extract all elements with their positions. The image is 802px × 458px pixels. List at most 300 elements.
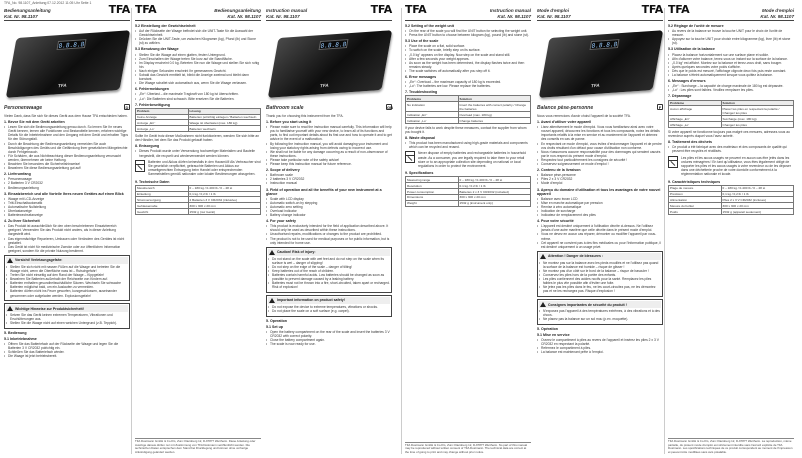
bullet-item: • Placez la balance horizontalement sur une surface plane et solide. (668, 53, 794, 57)
section-heading: 4. Pour votre sécurité (537, 219, 574, 224)
section-heading: 2. Scope of delivery (266, 168, 300, 173)
bullet-item: • Bewahren Sie diese Bedienungsanleitung gut auf! (4, 166, 130, 170)
bullet-item: • Tritt-Einschaltautomatik (4, 201, 130, 205)
spec-cell: Mesure du boîtier (669, 203, 722, 209)
page-divider (401, 8, 402, 454)
bullet-item: • Indicateur de remplacement des piles (537, 213, 663, 217)
spec-cell: 0,1 kg / 0,2 lb / 1 lb (188, 191, 261, 197)
column-header (537, 3, 663, 21)
battery-disposal-notice (405, 151, 531, 169)
bullet-item: • Instruction manual (266, 181, 392, 185)
spec-row (669, 209, 794, 215)
publisher-footer: TFA Dostmann GmbH & Co.KG, Zum Ottersberg 12, D-97877 Wertheim. La reproduction, même partielle, du présent mode d'emploi est strictement interdite sans l'accord explicite de TFA Dostmann. Les spécifications techniques de ce produit correspondent au moment de l'impression et peuvent être modifiées sans avis préalable. (668, 439, 793, 454)
table-header-cell: Lösung (188, 108, 261, 114)
bullet-list (405, 141, 531, 149)
bullet-item: • Place the scale on a flat, solid surface. (405, 44, 531, 48)
crossed-bin-icon (405, 151, 415, 163)
product-figure (537, 24, 663, 110)
spec-cell: 0.1 kg / 0.2 lb / 1 lb (458, 183, 531, 189)
bullet-item: • Refermez le compartiment à piles. (537, 346, 663, 350)
scale-display: 8.8.8.8 (318, 39, 348, 50)
column-header (266, 3, 392, 21)
manual-title: Mode d'emploi (762, 8, 794, 13)
bullet-item: • Bathroom scale (266, 173, 392, 177)
bullet-item: • „Lo“: The batteries are low. Please replace the batteries. (405, 84, 531, 88)
manual-title: Mode d'emploi (537, 8, 569, 13)
spec-cell: Alimentation (669, 197, 722, 203)
bullet-item: • Automatic zero setting (266, 205, 392, 209)
manual-title: Instruction manual (266, 8, 308, 13)
important-list (539, 309, 661, 321)
important-box (537, 299, 663, 325)
section-heading: 5. Opération (537, 326, 558, 331)
catalog-number: Kat. Nr. 98.1107 (266, 13, 300, 19)
battery-disposal-text: Batterien und Akkus dürfen keinesfalls in den Hausmüll! Als Verbraucher sind Sie gesetzlich verpflichtet, gebrauchte Batterien und Akkus zur umweltgerechten Entsorgung beim Handel oder entsprechenden Sammelstellen gemäß nationaler oder lokaler Bestimmungen abzugeben. (148, 159, 261, 176)
caution-list (268, 257, 390, 290)
tfa-logo: TFA (370, 3, 392, 16)
bullet-item: • Après quelques secondes votre poids s'affiche. (668, 65, 794, 69)
spec-cell: 1532 g (nur Gerät) (188, 209, 261, 215)
section-heading: 5.2 Setting of the weight unit (405, 24, 454, 28)
bullet-item: • „Err“ : Surcharge – la capacité de charge maximale de 180 kg est dépassée. (668, 84, 794, 88)
intro-text: Nous vous remercions d'avoir choisi l'appareil de la société TFA. (537, 114, 631, 118)
important-title: Important information on product safety! (277, 298, 345, 303)
table-cell: Waage ist überlastet (max. 180 kg) (188, 120, 261, 126)
bullet-item: • Dieses Produkt wurde unter Verwendung hochwertiger Materialien und Bauteile hergestellt, die recycelt und wiederverwendet werden können. (135, 149, 261, 157)
column-header (135, 3, 261, 21)
bullet-item: • Personenwaage (4, 177, 130, 181)
bullet-item: • Dès que le poids est mesuré, l'affichage clignote deux fois puis reste constant. (668, 69, 794, 73)
section-heading: 4. Zu Ihrer Sicherheit (4, 219, 40, 224)
bullet-item: • Das Gerät ist nicht für medizinische Zwecke oder zur öffentlichen Information geeignet, sondern für die private Nutzung bestimmt. (4, 245, 130, 253)
table-row (669, 122, 794, 128)
bullet-item: • To switch on the scale, briefly step on its surface. (405, 48, 531, 52)
bullet-list (537, 125, 663, 166)
bullet-item: • „Err“: Überlast – die maximale Tragkraft von 180 kg ist überschritten. (135, 92, 261, 96)
caution-item: • Les piles contiennent des acides nocifs pour la santé. Remplacez les piles faibles le plus vite possible afin d'éviter une fuite. (539, 277, 661, 285)
section-heading: 1. Avant d'utiliser votre appareil (537, 120, 592, 125)
bullet-item: • Mode d'emploi (537, 181, 663, 185)
section-heading: 5.2 Réglage de l'unité de mesure (668, 24, 724, 28)
intro-text: Thank you for choosing this instrument from the TFA. (266, 114, 344, 118)
table-cell: Overload (max. 180 kg) (458, 112, 531, 118)
section-heading: 8. Traitement des déchets (668, 140, 712, 145)
table-cell: Aucun affichage (669, 106, 722, 116)
spec-cell: 0 – 180 kg / 0-400 lb / 0 – 28 st (458, 177, 531, 183)
bullet-item: • „0.0 kg“ appears on the display. Now step on the scale and stand still. (405, 53, 531, 57)
warning-icon (7, 258, 13, 263)
caution-box (266, 247, 392, 293)
bullet-item: • Öffnen Sie das Batteriefach auf der Rückseite der Waage und legen Sie die Batterien 3 V CR2032 polrichtig ein. (4, 342, 130, 350)
bullet-item: • Please take particular note of the safety advice! (266, 158, 392, 162)
bullet-item: • We shall not be liable for any damage occurring as a result of non-observance of these instructions. (266, 150, 392, 158)
section-heading: 3. Aperçu du domaine d'utilisation et tous les avantages de votre nouvel appareil (537, 187, 661, 196)
caution-item: • Batteries contain harmful acids. Low batteries should be changed as soon as possible to prevent damage caused by a leaking battery. (268, 273, 390, 281)
bathroom-scale-image (268, 30, 392, 98)
bullet-item: • Drücken Sie die UNIT-Taste, um zwischen Kilogramm (kg), Pfund (lb) und Stone (st) zu wählen. (135, 37, 261, 45)
section-heading: 4. For your safety (266, 219, 296, 224)
product-title: Balance pèse-personne (537, 104, 594, 111)
bullet-item: • „Lo“: Die Batterien sind schwach. Bitte ersetzen Sie die Batterien. (135, 97, 261, 101)
warning-icon (540, 254, 546, 259)
spec-cell: 0 – 180 kg / 0-400 lb / 0 – 28 st (721, 185, 794, 191)
table-row (406, 102, 531, 112)
bullet-item: • Battery change indicator (266, 213, 392, 217)
section-heading: 9. Caractéristiques techniques (668, 179, 721, 184)
important-item: • Ne placez pas la balance sur un sol mou (p.ex. moquette). (539, 317, 661, 321)
print-file-tag: TFA_No. 98.1107_Anleitung 07.12.2012 11:05 Uhr Seite 1 (4, 1, 92, 5)
language-badge: GB (387, 105, 393, 110)
warning-icon (7, 306, 13, 311)
spec-cell: Gewicht (136, 209, 189, 215)
bullet-item: • Zum Einschalten der Waage treten Sie kurz auf die Standfläche. (135, 57, 261, 61)
bullet-item: • Batteriewechselanzeige (4, 213, 130, 217)
bullet-item: • Stellen Sie die Waage auf einen glatten, festen Untergrund. (135, 53, 261, 57)
bullet-list (4, 177, 130, 189)
specifications-table (668, 185, 794, 215)
manual-title: Bedienungsanleitung (4, 8, 51, 13)
bullet-item: • „Lo“ : Les piles sont faibles. Veuillez remplacer les piles. (668, 88, 794, 92)
bullet-item: • Überlastanzeige (4, 209, 130, 213)
caution-item: • Conservez les piles hors de la portée des enfants. (539, 273, 661, 277)
caution-item: • Batteries must not be thrown into a fire, short-circuited, taken apart or recharged. Risk of explosion! (268, 281, 390, 289)
bullet-item: • Nach einigen Sekunden erscheint Ihr gemessenes Gewicht. (135, 69, 261, 73)
manual-column (537, 3, 663, 454)
language-badge: D (125, 105, 129, 110)
scale-display: 8.8.8.8 (56, 39, 86, 50)
column-header (668, 3, 794, 21)
important-item: • Setzen Sie das Gerät keinen extremen Temperaturen, Vibrationen und Erschütterungen aus. (6, 313, 128, 321)
bullet-item: • Close the battery compartment again. (266, 338, 392, 342)
column-divider (131, 8, 132, 454)
spec-cell: Weight (406, 200, 459, 206)
caution-list (539, 261, 661, 294)
tfa-logo: TFA (135, 3, 157, 16)
bullet-list (405, 44, 531, 73)
warning-icon (540, 302, 546, 307)
table-cell: Anzeige „Lo“ (136, 126, 189, 132)
bullet-item: • The scale switches off automatically after you step off it. (405, 69, 531, 73)
bullet-item: • „Err“: Overload – the maximum capacity of 180 kg is exceeded. (405, 80, 531, 84)
bullet-list (4, 224, 130, 253)
manual-title: Bedienungsanleitung (214, 8, 261, 13)
bullet-item: • Afin d'allumer votre balance, tenez-vous un instant sur la surface de la balance. (668, 57, 794, 61)
bullet-list (4, 125, 130, 170)
caution-header (268, 249, 390, 256)
bullet-list (266, 125, 392, 166)
bullet-item: • Waage mit LCD-Anzeige (4, 197, 130, 201)
section-heading: 7. Troubleshooting (405, 90, 438, 95)
specifications-table (405, 176, 531, 206)
tfa-logo: TFA (405, 3, 427, 16)
table-row (669, 106, 794, 116)
bullet-list (405, 80, 531, 88)
bullet-item: • 2 Batterien 3 V CR2032 (4, 181, 130, 185)
battery-disposal-text: Never dispose of empty batteries and rechargeable batteries in household waste. As a consumer, you are legally required to take them to your retail store or to an appropriate collection site depending on national or local regulations in order to protect the environment. (418, 151, 526, 168)
manual-column (266, 3, 393, 454)
section-heading: 2. Contenu de la livraison (537, 168, 581, 173)
bullet-list (668, 145, 794, 153)
bullet-item: • Ouvrez le compartiment à piles au revers de l'appareil et insérez les piles 2 x 3 V CR2032 en respectant la polarité. (537, 338, 663, 346)
section-heading: 7. Fehlerbeseitigung (135, 102, 170, 107)
section-heading: 5.1 Inbetriebnahme (4, 337, 37, 342)
spec-cell: Dimensions (406, 195, 459, 201)
bullet-list (537, 338, 663, 354)
tfa-logo: TFA (668, 3, 690, 16)
caution-item: • Do not step on the edge of the scale – danger of tilting! (268, 265, 390, 269)
caution-list (6, 265, 128, 298)
column-divider (664, 8, 665, 454)
section-heading: 5.3 Benutzung der Waage (135, 47, 179, 52)
bullet-item: • Cet appareil ne convient pas à des fins médicales ou pour l'information publique, il est destiné uniquement à un usage privé. (537, 241, 663, 249)
warning-icon (269, 298, 275, 303)
product-figure (4, 24, 130, 110)
important-title: Wichtige Hinweise zur Produktsicherheit! (15, 306, 84, 311)
section-heading: 5.2 Einstellung der Gewichtseinheit (135, 24, 196, 28)
product-figure (266, 24, 392, 110)
bullet-item: • Für Schäden, die aus Nichtbeachtung dieser Bedienungsanleitung verursacht werden, übernehmen wir keine Haftung. (4, 154, 130, 162)
section-heading: 8. Entsorgung (135, 144, 160, 149)
catalog-number: Kat. Nr. 98.1107 (760, 13, 794, 19)
caution-item: • Ne montez pas sur la balance avec les pieds mouillés et ne l'utilisez pas quand la surface de la balance est humide – risque de glisser ! (539, 261, 661, 269)
manual-column (135, 3, 261, 454)
bullet-list (4, 197, 130, 217)
section-heading: 6. Fehlermeldungen (135, 87, 169, 92)
important-list (268, 305, 390, 313)
battery-disposal-notice (668, 156, 794, 178)
bullet-list (135, 29, 261, 45)
important-title: Consignes importantes de sécurité du produit ! (548, 302, 627, 307)
product-title: Bathroom scale (266, 104, 304, 111)
bullet-item: • As soon as the weight has been determined, the display flashes twice and then remains steady. (405, 61, 531, 69)
catalog-number: Kat. Nr. 98.1107 (4, 13, 38, 19)
caution-item: • Stellen Sie sich nicht mit nassen Füßen auf die Waage und betreten Sie die Waage nicht, wenn die Oberfläche nass ist – Rutschgefahr! (6, 265, 128, 273)
bullet-list (266, 330, 392, 346)
bullet-item: • En respectant ce mode d'emploi, vous évitez d'endommager l'appareil et de perdre vos droits résultant d'un défaut pour cause d'utilisation non conforme. (537, 142, 663, 150)
section-heading: 2. Lieferumfang (4, 172, 31, 177)
bullet-item: • This product is exclusively intended for the field of application described above. It should only be used as described within these instructions. (266, 224, 392, 232)
troubleshooting-table (668, 100, 794, 129)
section-heading: 6. Messages d'erreurs (668, 79, 706, 84)
caution-title: Caution! Risk of injury: (277, 250, 316, 255)
table-header-cell: Problème (669, 100, 722, 106)
bullet-item: • Unauthorised repairs, modifications or changes to the product are prohibited. (266, 232, 392, 236)
table-note: If your device fails to work despite these measures, contact the supplier from whom you bought it. (405, 126, 527, 135)
bullet-item: • The product is not to be used for medical purposes or for public information, but is only intended for home use. (266, 237, 392, 245)
table-note: Si votre appareil ne fonctionne toujours pas malgré ces mesures, adressez-vous au revendeur auprès duquel vous l'avez acheté. (668, 130, 790, 139)
important-item: • N'exposez pas l'appareil à des températures extrêmes, à des vibrations et à des chocs. (539, 309, 661, 317)
bullet-item: • Overload indicator (266, 209, 392, 213)
troubleshooting-table (135, 108, 261, 133)
bullet-list (266, 224, 392, 244)
section-heading: 1. Bevor Sie mit dem Gerät arbeiten (4, 120, 65, 125)
bullet-item: • The scale is now ready for use. (266, 342, 392, 346)
catalog-number: Kat. Nr. 98.1107 (537, 13, 571, 19)
table-header-cell: Problem (136, 108, 189, 114)
bullet-item: • Nous n'assumons aucune responsabilité pour des dommages qui seraient causés par le non-respect du présent mode d'emploi. (537, 150, 663, 158)
bullet-list (4, 342, 130, 358)
section-heading: 5. Bedienung (4, 330, 27, 335)
bathroom-scale-image (6, 30, 130, 98)
table-cell: Insert the batteries with correct polarity / Change the batteries (458, 102, 531, 112)
important-item: • Do not place the scale on a soft surface (e.g. carpet). (268, 309, 390, 313)
table-note: Sollte Ihr Gerät trotz dieser Maßnahmen nicht funktionieren, wenden Sie sich bitte an den Händler, bei dem Sie das Produkt gekauft haben. (135, 134, 260, 143)
bullet-item: • Au revers de la balance se trouve la touche UNIT pour le choix de l'unité de mesure. (668, 29, 794, 37)
table-cell: Changez les piles (721, 122, 794, 128)
spec-cell: 300 x 300 x 20 mm (721, 203, 794, 209)
bullet-item: • After a few seconds your weight appears. (405, 57, 531, 61)
column-header (405, 3, 531, 21)
bullet-list (266, 197, 392, 217)
specifications-table (135, 185, 261, 215)
caution-box (537, 251, 663, 297)
bullet-item: • Scale with LCD display (266, 197, 392, 201)
bullet-item: • Please make sure to read the instruction manual carefully. This information will help you to familiarise yourself with your new device, to learn all of its functions and parts, to find out important details about its first use and how to operate it and to get advice in the event of a malfunction. (266, 125, 392, 141)
bullet-item: • Balance avec écran LCD (537, 197, 663, 201)
bullet-item: • Respectez tout particulièrement les consignes de sécurité ! (537, 158, 663, 162)
table-cell: Batterien polrichtig einlegen / Batterien wechseln (188, 114, 261, 120)
bullet-item: • Balance pèse-personne (537, 173, 663, 177)
catalog-number: Kat. Nr. 98.1107 (497, 13, 531, 19)
bullet-item: • Mise en marche automatique par pression (537, 201, 663, 205)
section-heading: 5.3 Use of the scale (405, 39, 439, 44)
battery-disposal-notice (135, 160, 261, 178)
bullet-item: • La balance s'éteint automatiquement lorsque vous quittez la balance. (668, 73, 794, 77)
bullet-item: • Automatische Nullstellung (4, 205, 130, 209)
warning-icon (269, 250, 275, 255)
table-row (406, 118, 531, 124)
section-heading: 8. Waste disposal (405, 136, 436, 141)
bullet-list (537, 173, 663, 185)
language-badge: F (658, 105, 662, 110)
manual-column (668, 3, 794, 454)
bullet-list (135, 53, 261, 86)
bullet-item: • Bedienungsanleitung (4, 186, 130, 190)
table-cell: Surcharge (max. 180 kg) (721, 116, 794, 122)
table-cell: Affichage „Lo“ (669, 122, 722, 128)
caution-item: • Batterien enthalten gesundheitsschädliche Säuren. Wechseln Sie schwache Batterien möglichst bald, um ein Auslaufen zu vermeiden. (6, 281, 128, 289)
bullet-item: • Auf der Rückseite der Waage befindet sich die UNIT-Taste für die Auswahl der Gewichtseinheit. (135, 29, 261, 37)
section-heading: 5.1 Set up (266, 324, 283, 329)
bullet-item: • Lisez attentivement le mode d'emploi. Vous vous familiarisez ainsi avec votre nouvel appareil, découvrez les fonctions et tous les composants, notez les détails importants relatifs à la mise en service et au maniement de l'appareil et obtenez des conseils en cas de panne. (537, 125, 663, 141)
catalog-number: Kat. Nr. 98.1107 (227, 13, 261, 19)
caution-item: • Batterien dürfen nicht ins Feuer geworfen, kurzgeschlossen, auseinander genommen oder aufgeladen werden. Explosionsgefahr! (6, 289, 128, 297)
important-list (6, 313, 128, 325)
bullet-item: • Indication de surcharge (537, 209, 663, 213)
bullet-item: • Remise à zéro automatique (537, 205, 663, 209)
bullet-item: • Please keep this instruction manual for future reference. (266, 162, 392, 166)
battery-disposal-text: Les piles et les accus usagés ne peuvent en aucun cas être jetés dans les ordures ménagères ! En tant qu'utilisateur, vous êtes légalement obligé de rapporter les piles et les accus usagés à votre revendeur ou de les déposer dans une déchetterie proche de votre domicile conformément à la réglementation nationale et locale. (681, 155, 791, 176)
crossed-bin-icon (668, 156, 678, 168)
caution-item: • Ne montez pas d'un côté sur le bord de la balance – risque de basculer ! (539, 269, 661, 273)
spec-cell: Plage de mesure (669, 185, 722, 191)
spec-cell: 0 – 180 kg / 0-400 lb / 0 – 28 st (188, 185, 261, 191)
table-cell: Anzeige „Err“ (136, 120, 189, 126)
table-cell: No indication (406, 102, 459, 112)
spec-cell: 1532 g (appareil seulement) (721, 209, 794, 215)
tfa-logo: TFA (641, 3, 663, 16)
spec-cell: Einteilung (136, 191, 189, 197)
spec-cell: 300 x 300 x 20 mm (458, 195, 531, 201)
spec-cell: Gehäusemaße (136, 203, 189, 209)
caution-item: • Keep batteries out of the reach of children. (268, 269, 390, 273)
spec-cell: 2 Batterien 3 V CR2032 (inklusive) (188, 197, 261, 203)
scale-display: 8.8.8.8 (589, 39, 619, 50)
spec-cell: 300 x 300 x 20 mm (188, 203, 261, 209)
table-row (136, 126, 261, 132)
bullet-item: • By following the instruction manual, you will avoid damaging your instrument and losing your statutory rights arising from defects owing to incorrect use. (266, 142, 392, 150)
bullet-item: • Durch die Beachtung der Bedienungsanleitung vermeiden Sie auch Beschädigungen des Geräts und die Gefährdung Ihrer gesetzlichen Mängelrechte durch Fehlgebrauch. (4, 142, 130, 154)
section-heading: 6. Error messages (405, 75, 437, 80)
section-heading: 9. Technische Daten (135, 179, 170, 184)
table-header-cell: Problems (406, 96, 459, 102)
spec-cell: Measuring range (406, 177, 459, 183)
bullet-item: • Lesen Sie sich die Bedienungsanleitung genau durch. So lernen Sie Ihr neues Gerät kennen, lernen alle Funktionen und Bestandteile kennen, erfahren wichtige Details für die Inbetriebnahme und den Umgang mit dem Gerät und erhalten Tipps für den Störungsfall. (4, 125, 130, 141)
spec-row (136, 209, 261, 215)
manual-column (405, 3, 531, 454)
section-heading: 1. Before you start using it (266, 120, 312, 125)
caution-header (6, 257, 128, 264)
bullet-item: • Schließen Sie das Batteriefach wieder. (4, 350, 130, 354)
table-header-cell: Solution (458, 96, 531, 102)
caution-item: • Treten Sie nicht einseitig auf den Rand der Waage – Kippgefahr! (6, 273, 128, 277)
manual-title: Instruction manual (489, 8, 531, 13)
caution-box (4, 255, 130, 301)
section-heading: 3. Einsatzbereich und alle Vorteile Ihres neuen Gerätes auf einen Blick (4, 191, 124, 196)
bullet-item: • On the rear of the scale you will find the UNIT button for selecting the weight unit. (405, 29, 531, 33)
spec-cell: 1532 g (instrument only) (458, 200, 531, 206)
important-box (266, 295, 392, 317)
bullet-list (405, 29, 531, 37)
important-item: • Do not expose the device to extreme temperatures, vibrations or shocks. (268, 305, 390, 309)
bullet-item: • Vous ne devez en aucun cas réparer, démonter ou modifier l'appareil par vous-même. (537, 232, 663, 240)
bullet-item: • Open the battery compartment on the rear of the scale and insert the batteries 3 V CR2032 with correct polarity. (266, 330, 392, 338)
caution-item: • Bewahren Sie Batterien außerhalb der Reichweite von Kindern auf. (6, 277, 128, 281)
spec-cell: Piles 2 x 3 V CR2032 (incluses) (721, 197, 794, 203)
scale-brand: TFA (590, 82, 601, 89)
section-heading: 7. Dépannage (668, 94, 692, 99)
important-header (268, 297, 390, 304)
bullet-item: • Press the UNIT button to choose between kilogram (kg), pound (lb) and stone (st). (405, 33, 531, 37)
bullet-list (135, 149, 261, 157)
bullet-item: • Piles 2 x 3 V CR2032 (537, 177, 663, 181)
important-box (4, 303, 130, 329)
table-cell: Indication „Err“ (406, 112, 459, 118)
bullet-list (537, 224, 663, 249)
important-header (6, 305, 128, 312)
table-cell: Indication „Lo“ (406, 118, 459, 124)
spec-cell: Batteries 2 x 3 V CR2032 (included) (458, 189, 531, 195)
table-cell: Batterien wechseln (188, 126, 261, 132)
bullet-item: • „0.0 kg“ est affiché. Montez sur la balance et tenez-vous droit, sans bouger. (668, 61, 794, 65)
publisher-footer: TFA Dostmann GmbH & Co.KG, Zum Ottersberg 12, D-97877 Wertheim. No part of this manual may be reproduced without written consent of TFA Dostmann. The technical data are correct at the time of going to print and may change without prior notice. (405, 442, 531, 455)
scale-brand: TFA (57, 82, 68, 89)
table-cell: Placez les piles en respectant la polarité / Changez les piles (721, 106, 794, 116)
bathroom-scale-image (539, 30, 663, 98)
section-heading: 5.1 Mise en service (537, 332, 570, 337)
bullet-item: • Appuyez sur la touche UNIT pour choisir entre kilogramme (kg), livre (lb) et stone (st). (668, 37, 794, 45)
bullet-list (266, 173, 392, 185)
caution-title: Attention ! Danger de blessures : (548, 254, 604, 259)
section-heading: 3. Field of operation and all the benefits of your new instrument at a glance (266, 187, 382, 196)
important-item: • Stellen Sie die Waage nicht auf einen weichen Untergrund (z.B. Teppich). (6, 321, 128, 325)
intro-text: Vielen Dank, dass Sie sich für dieses Gerät aus dem Hause TFA entschieden haben. (4, 114, 128, 118)
bullet-item: • 2 batteries 3 V CR2032 (266, 177, 392, 181)
bullet-item: • Die Waage schaltet sich automatisch aus, wenn Sie die Waage verlassen. (135, 81, 261, 85)
section-heading: 5.3 Utilisation de la balance (668, 47, 715, 52)
caution-header (539, 253, 661, 260)
important-header (539, 301, 661, 308)
